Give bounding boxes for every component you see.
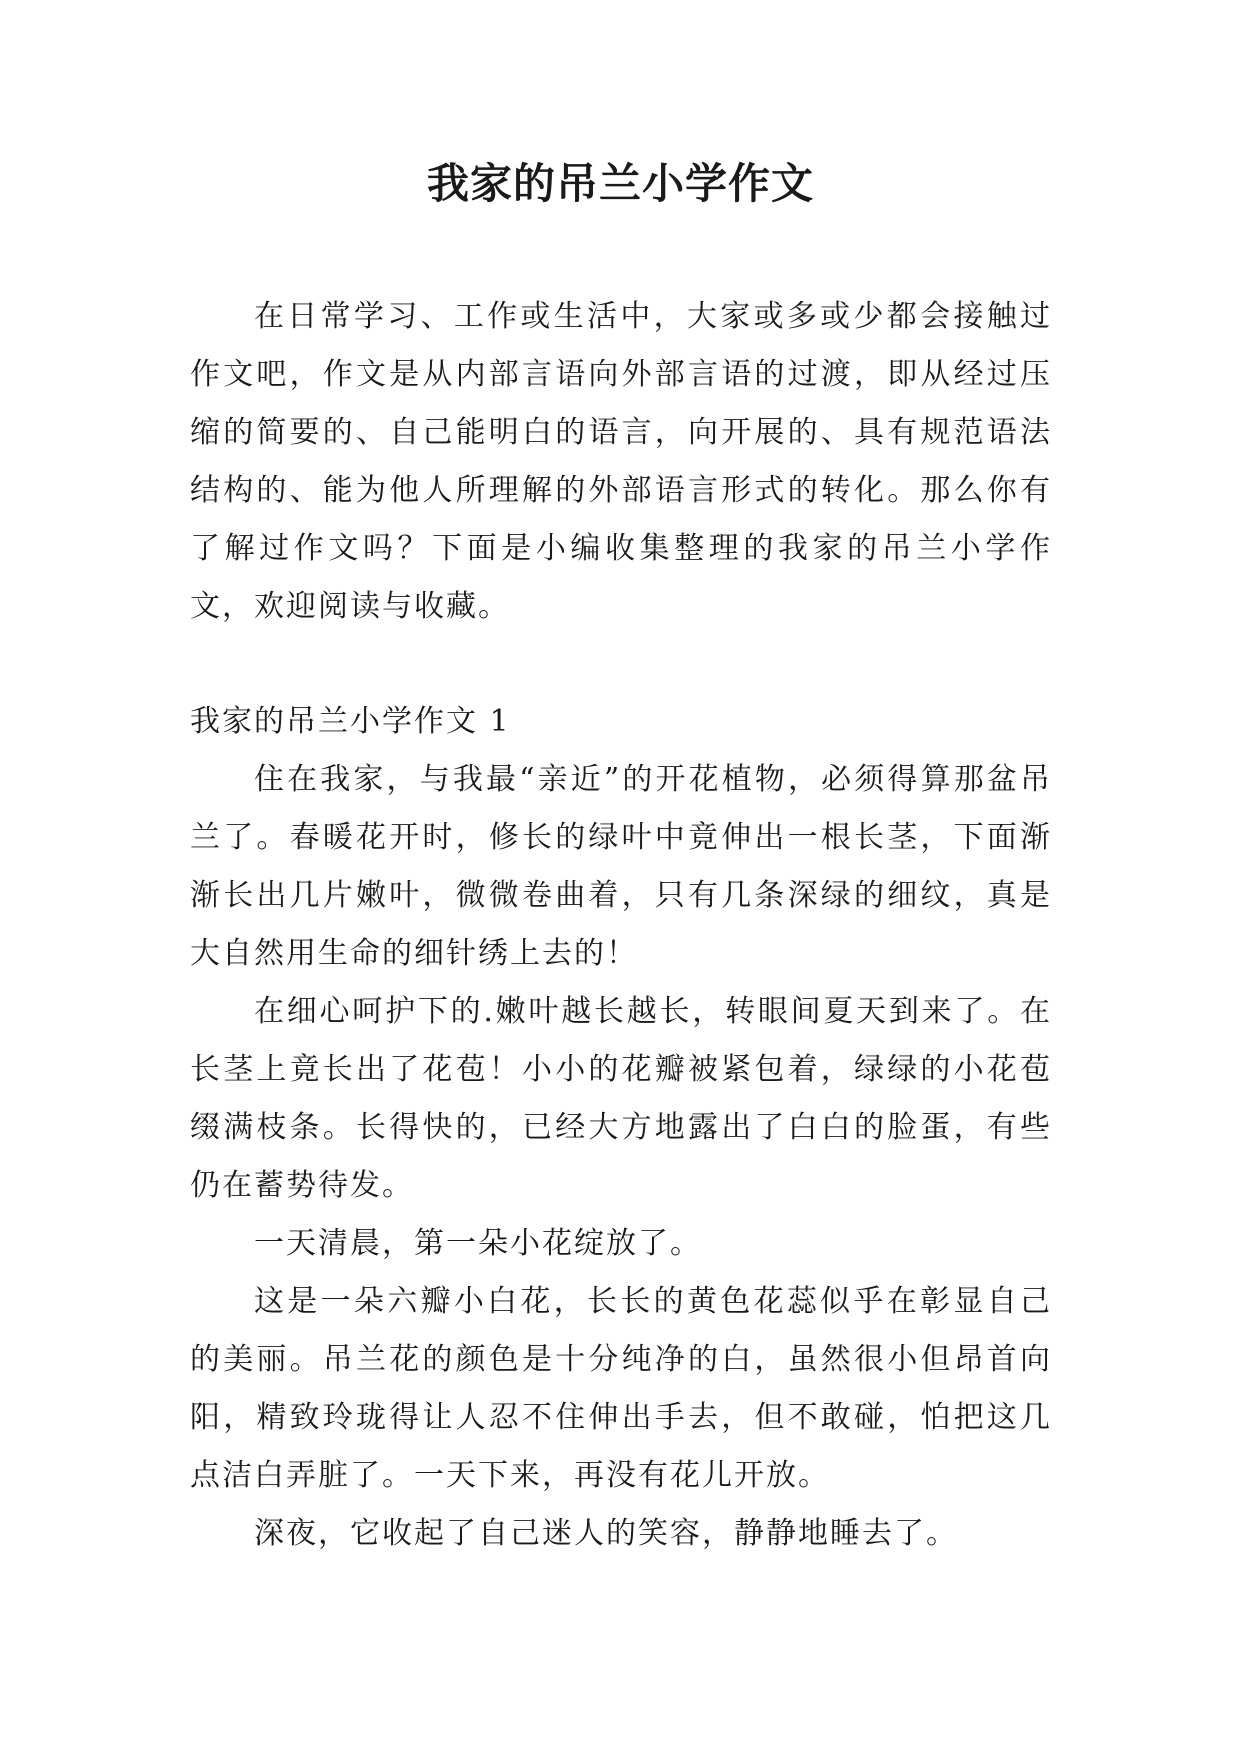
section-heading: 我家的吊兰小学作文 1 [190, 704, 511, 739]
document-title: 我家的吊兰小学作文 [426, 159, 814, 208]
essay-paragraph-3: 一天清晨，第一朵小花绽放了。 [254, 1226, 702, 1261]
intro-block [190, 288, 1052, 636]
essay-paragraph-5: 深夜，它收起了自己迷人的笑容，静静地睡去了。 [254, 1516, 958, 1551]
essay-paragraph-1: 住在我家，与我最“亲近”的开花植物，必须得算那盆吊兰了。春暖花开时，修长的绿叶中竟伸出一根长茎，下面渐渐长出几片嫩叶，微微卷曲着，只有几条深绿的细纹，真是大自然用生命的细针绣上去的！ [190, 762, 1052, 971]
intro-paragraph: 在日常学习、工作或生活中，大家或多或少都会接触过作文吧，作文是从内部言语向外部言语的过渡，即从经过压缩的简要的、自己能明白的语言，向开展的、具有规范语法结构的、能为他人所理解的外部语言形式的转化。那么你有了解过作文吗？下面是小编收集整理的我家的吊兰小学作文，欢迎阅读与收藏。 [190, 299, 1052, 624]
essay-section [190, 693, 1052, 1563]
essay-paragraph-2: 在细心呵护下的.嫩叶越长越长，转眼间夏天到来了。在长茎上竟长出了花苞！小小的花瓣被紧包着，绿绿的小花苞缀满枝条。长得快的，已经大方地露出了白白的脸蛋，有些仍在蓄势待发。 [190, 994, 1052, 1203]
essay-paragraph-4: 这是一朵六瓣小白花，长长的黄色花蕊似乎在彰显自己的美丽。吊兰花的颜色是十分纯净的白，虽然很小但昂首向阳，精致玲珑得让人忍不住伸出手去，但不敢碰，怕把这几点洁白弄脏了。一天下来，再没有花儿开放。 [190, 1284, 1052, 1493]
